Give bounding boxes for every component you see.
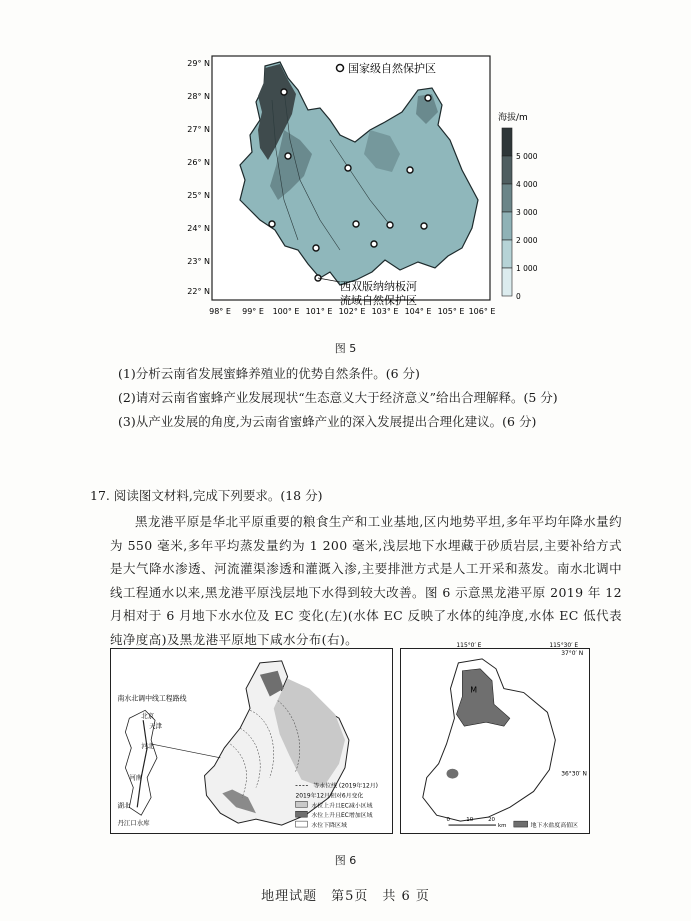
annotation-line2: 流域自然保护区 [340,294,417,307]
figure-6-right-map [400,642,590,834]
question-17-heading: 17. 阅读图文材料,完成下列要求。(18 分) [90,488,323,503]
svg-text:河南: 河南 [129,773,143,782]
figure-6-caption: 图 6 [334,854,357,867]
svg-text:22° N: 22° N [187,287,210,296]
svg-text:水位上升且EC增加区域: 水位上升且EC增加区域 [311,812,373,820]
svg-text:5 000: 5 000 [516,152,538,161]
question-list [118,362,638,434]
svg-text:0: 0 [446,817,450,824]
svg-text:104° E: 104° E [404,307,432,316]
figure-6-left-map [110,648,393,834]
svg-text:水位上升且EC减小区域: 水位上升且EC减小区域 [311,802,373,810]
lat-tick-labels [187,59,210,296]
figure-5-caption: 图 5 [334,342,357,355]
svg-text:3 000: 3 000 [516,208,538,217]
svg-text:103° E: 103° E [371,307,399,316]
svg-text:29° N: 29° N [187,59,210,68]
svg-text:1 000: 1 000 [516,264,538,273]
lon-tick-labels [209,307,495,316]
legend-label: 国家级自然保护区 [348,62,436,75]
elevation-scale [502,128,512,296]
svg-text:km: km [497,823,507,830]
svg-text:37°0′ N: 37°0′ N [561,649,584,657]
question-17-body: 黑龙港平原是华北平原重要的粮食生产和工业基地,区内地势平坦,多年平均年降水量约为 550 毫米,多年平均蒸发量约为 1 200 毫米,浅层地下水埋藏于砂质岩层,主要补给方式是大气降水渗透、河流灌渠渗透和灌溉入渗,主要排泄方式是人工开采和蒸发。南水北调中线工程通水以来,黑龙港平原浅层地下水得到较大改善。图 6 示意黑龙港平原 2019 年 12 月相对于 6 月地下水水位及 EC 变化(左)(水体 EC 反映了水体的纯净度,水体 EC 低代表纯净度高)及黑龙港平原地下咸水分布(右)。 [110,514,622,647]
svg-text:4 000: 4 000 [516,180,538,189]
svg-text:20: 20 [488,817,495,824]
right-legend: 地下水盐度高值区 [530,822,578,830]
inset-title: 南水北调中线工程路线 [117,694,187,703]
svg-text:115°30′ E: 115°30′ E [549,642,579,650]
svg-text:等水位线 (2019年12月): 等水位线 (2019年12月) [313,782,378,790]
question-3: (3)从产业发展的角度,为云南省蜜蜂产业的深入发展提出合理化建议。(6 分) [118,414,537,429]
svg-text:0: 0 [516,292,521,301]
svg-text:28° N: 28° N [187,92,210,101]
svg-text:100° E: 100° E [272,307,300,316]
elevation-tick-labels [516,152,538,301]
svg-text:105° E: 105° E [437,307,465,316]
svg-text:102° E: 102° E [338,307,366,316]
svg-text:丹江口水库: 丹江口水库 [117,819,150,828]
svg-text:115°0′ E: 115°0′ E [456,642,482,650]
svg-text:23° N: 23° N [187,257,210,266]
svg-text:北京: 北京 [141,712,155,721]
svg-text:2 000: 2 000 [516,236,538,245]
svg-text:26° N: 26° N [187,158,210,167]
svg-text:36°30′ N: 36°30′ N [561,770,587,778]
question-1: (1)分析云南省发展蜜蜂养殖业的优势自然条件。(6 分) [118,366,420,381]
point-m: M [470,685,478,695]
annotation-line1: 西双版纳纳板河 [340,280,417,293]
svg-text:25° N: 25° N [187,191,210,200]
high-salinity-zone-2 [447,769,459,779]
svg-text:99° E: 99° E [242,307,264,316]
elevation-title: 海拔/m [498,113,528,123]
svg-text:24° N: 24° N [187,224,210,233]
legend-marker-icon [337,65,344,72]
svg-text:天津: 天津 [149,722,162,731]
svg-text:27° N: 27° N [187,125,210,134]
figure-5-map [180,50,540,335]
svg-text:水位下降区域: 水位下降区域 [311,822,347,830]
svg-text:2019年12月相对6月变化: 2019年12月相对6月变化 [295,792,364,800]
svg-text:106° E: 106° E [468,307,496,316]
question-2: (2)请对云南省蜜蜂产业发展现状“生态意义大于经济意义”给出合理解释。(5 分) [118,390,558,405]
svg-text:98° E: 98° E [209,307,231,316]
page-footer: 地理试题 第5页 共 6 页 [261,889,430,904]
svg-text:河北: 河北 [141,741,155,750]
svg-text:101° E: 101° E [305,307,333,316]
svg-text:湖北: 湖北 [117,801,131,810]
svg-text:10: 10 [466,817,474,824]
